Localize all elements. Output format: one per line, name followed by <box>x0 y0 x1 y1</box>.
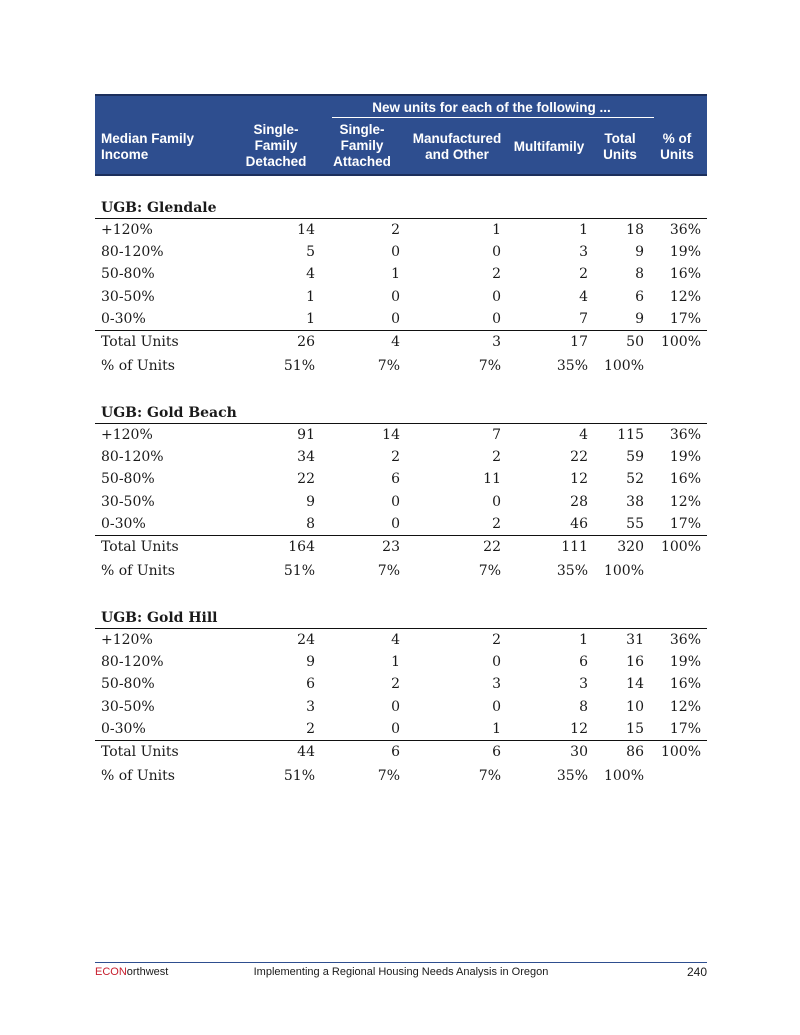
cell-single-family-detached: 5 <box>306 244 315 261</box>
table-section <box>95 404 707 589</box>
cell-single-family-attached: 0 <box>391 720 400 737</box>
cell-income-label: % of Units <box>101 563 175 579</box>
cell-pct-of-units: 100% <box>660 744 701 760</box>
table-row <box>95 492 707 512</box>
cell-single-family-detached: 4 <box>306 266 315 283</box>
table-row <box>95 630 707 650</box>
cell-income-label: Total Units <box>101 744 179 760</box>
total-rule <box>95 330 707 331</box>
cell-manufactured-other: 3 <box>492 334 501 350</box>
section-top-rule <box>95 218 707 219</box>
cell-single-family-attached: 2 <box>391 676 400 693</box>
cell-pct-of-units: 36% <box>669 632 701 648</box>
cell-multifamily: 12 <box>570 471 588 488</box>
cell-income-label: Total Units <box>101 539 179 555</box>
cell-manufactured-other: 3 <box>492 676 501 693</box>
table-row <box>95 264 707 284</box>
cell-single-family-detached: 51% <box>283 358 315 374</box>
cell-income-label: 80-120% <box>101 449 164 466</box>
cell-multifamily: 4 <box>579 288 588 305</box>
cell-single-family-detached: 9 <box>306 493 315 510</box>
cell-single-family-detached: 164 <box>288 539 315 555</box>
cell-single-family-detached: 22 <box>297 471 315 488</box>
table-row <box>95 652 707 672</box>
cell-pct-of-units: 16% <box>669 266 701 283</box>
cell-manufactured-other: 6 <box>492 744 501 760</box>
cell-single-family-detached: 44 <box>297 744 315 760</box>
header-total-units: Total Units <box>603 131 637 162</box>
cell-multifamily: 1 <box>579 632 588 648</box>
pct-of-units-row <box>95 356 707 376</box>
cell-multifamily: 30 <box>570 744 588 760</box>
header-single-family-attached: Single- Family Attached <box>333 122 391 169</box>
header-manufactured-and-other: Manufactured and Other <box>412 131 502 162</box>
cell-manufactured-other: 1 <box>492 222 501 238</box>
section-title: UGB: Gold Hill <box>101 610 218 626</box>
cell-single-family-attached: 0 <box>391 698 400 715</box>
cell-multifamily: 4 <box>579 427 588 443</box>
cell-single-family-detached: 34 <box>297 449 315 466</box>
cell-single-family-detached: 9 <box>306 654 315 671</box>
cell-total-units: 100% <box>603 768 644 784</box>
cell-income-label: +120% <box>101 222 153 238</box>
cell-single-family-attached: 0 <box>391 515 400 532</box>
cell-multifamily: 2 <box>579 266 588 283</box>
cell-single-family-attached: 7% <box>377 358 400 374</box>
cell-manufactured-other: 11 <box>483 471 501 488</box>
cell-multifamily: 28 <box>570 493 588 510</box>
cell-pct-of-units: 16% <box>669 471 701 488</box>
cell-single-family-detached: 91 <box>297 427 315 443</box>
cell-income-label: +120% <box>101 632 153 648</box>
cell-manufactured-other: 0 <box>492 244 501 261</box>
table-row <box>95 447 707 467</box>
cell-pct-of-units: 12% <box>669 698 701 715</box>
cell-single-family-attached: 7% <box>377 563 400 579</box>
cell-pct-of-units: 19% <box>669 449 701 466</box>
footer-rule <box>95 962 707 963</box>
table-section <box>95 609 707 794</box>
section-top-rule <box>95 423 707 424</box>
cell-single-family-attached: 6 <box>391 744 400 760</box>
cell-manufactured-other: 7% <box>478 768 501 784</box>
pct-of-units-row <box>95 766 707 786</box>
cell-total-units: 86 <box>626 744 644 760</box>
cell-manufactured-other: 0 <box>492 698 501 715</box>
cell-manufactured-other: 7% <box>478 563 501 579</box>
cell-pct-of-units: 100% <box>660 334 701 350</box>
cell-total-units: 100% <box>603 563 644 579</box>
header-span-label: New units for each of the following ... <box>372 100 611 115</box>
cell-single-family-attached: 2 <box>391 449 400 466</box>
cell-pct-of-units: 19% <box>669 654 701 671</box>
table-row <box>95 242 707 262</box>
cell-multifamily: 17 <box>570 334 588 350</box>
cell-income-label: 50-80% <box>101 471 155 488</box>
section-title: UGB: Glendale <box>101 200 217 216</box>
cell-manufactured-other: 0 <box>492 310 501 327</box>
cell-total-units: 6 <box>635 288 644 305</box>
cell-total-units: 320 <box>617 539 644 555</box>
cell-total-units: 59 <box>626 449 644 466</box>
cell-income-label: % of Units <box>101 768 175 784</box>
section-top-rule <box>95 628 707 629</box>
table-row <box>95 425 707 445</box>
cell-total-units: 115 <box>617 427 644 443</box>
cell-single-family-detached: 51% <box>283 768 315 784</box>
cell-single-family-detached: 1 <box>306 288 315 305</box>
cell-single-family-attached: 1 <box>391 654 400 671</box>
cell-single-family-detached: 51% <box>283 563 315 579</box>
cell-pct-of-units: 12% <box>669 288 701 305</box>
cell-income-label: 0-30% <box>101 720 146 737</box>
cell-multifamily: 12 <box>570 720 588 737</box>
table-header <box>95 94 707 176</box>
cell-multifamily: 1 <box>579 222 588 238</box>
cell-single-family-detached: 8 <box>306 515 315 532</box>
cell-pct-of-units: 12% <box>669 493 701 510</box>
table-row <box>95 697 707 717</box>
cell-pct-of-units: 36% <box>669 222 701 238</box>
table-row <box>95 719 707 739</box>
table-row <box>95 514 707 534</box>
cell-manufactured-other: 0 <box>492 493 501 510</box>
cell-total-units: 52 <box>626 471 644 488</box>
table-row <box>95 220 707 240</box>
cell-single-family-detached: 24 <box>297 632 315 648</box>
cell-income-label: 30-50% <box>101 698 155 715</box>
cell-total-units: 50 <box>626 334 644 350</box>
cell-total-units: 38 <box>626 493 644 510</box>
cell-total-units: 10 <box>626 698 644 715</box>
total-units-row <box>95 742 707 762</box>
cell-multifamily: 35% <box>556 358 588 374</box>
cell-single-family-attached: 14 <box>382 427 400 443</box>
cell-multifamily: 8 <box>579 698 588 715</box>
cell-income-label: 0-30% <box>101 310 146 327</box>
cell-pct-of-units: 36% <box>669 427 701 443</box>
cell-income-label: 50-80% <box>101 676 155 693</box>
cell-pct-of-units: 17% <box>669 310 701 327</box>
cell-single-family-attached: 4 <box>391 632 400 648</box>
table-row <box>95 469 707 489</box>
cell-manufactured-other: 7 <box>492 427 501 443</box>
cell-income-label: 50-80% <box>101 266 155 283</box>
cell-total-units: 16 <box>626 654 644 671</box>
cell-total-units: 14 <box>626 676 644 693</box>
cell-manufactured-other: 2 <box>492 266 501 283</box>
cell-multifamily: 35% <box>556 563 588 579</box>
cell-income-label: +120% <box>101 427 153 443</box>
pct-of-units-row <box>95 561 707 581</box>
cell-total-units: 15 <box>626 720 644 737</box>
cell-manufactured-other: 0 <box>492 288 501 305</box>
cell-single-family-attached: 1 <box>391 266 400 283</box>
cell-multifamily: 22 <box>570 449 588 466</box>
cell-multifamily: 3 <box>579 676 588 693</box>
cell-total-units: 8 <box>635 266 644 283</box>
cell-single-family-detached: 6 <box>306 676 315 693</box>
econorthwest-logo: ECONorthwest <box>95 966 169 978</box>
cell-single-family-attached: 0 <box>391 244 400 261</box>
cell-single-family-attached: 0 <box>391 493 400 510</box>
cell-manufactured-other: 2 <box>492 449 501 466</box>
cell-single-family-detached: 1 <box>306 310 315 327</box>
cell-pct-of-units: 16% <box>669 676 701 693</box>
total-rule <box>95 740 707 741</box>
cell-pct-of-units: 17% <box>669 515 701 532</box>
total-units-row <box>95 537 707 557</box>
cell-total-units: 9 <box>635 310 644 327</box>
cell-total-units: 18 <box>626 222 644 238</box>
cell-total-units: 31 <box>626 632 644 648</box>
cell-single-family-attached: 0 <box>391 288 400 305</box>
total-rule <box>95 535 707 536</box>
cell-income-label: 0-30% <box>101 515 146 532</box>
cell-income-label: % of Units <box>101 358 175 374</box>
cell-single-family-attached: 2 <box>391 222 400 238</box>
header-pct-of-units: % of Units <box>660 131 694 162</box>
cell-income-label: Total Units <box>101 334 179 350</box>
header-single-family-detached: Single- Family Detached <box>245 122 307 169</box>
cell-single-family-detached: 3 <box>306 698 315 715</box>
cell-multifamily: 7 <box>579 310 588 327</box>
cell-income-label: 30-50% <box>101 288 155 305</box>
cell-pct-of-units: 100% <box>660 539 701 555</box>
cell-manufactured-other: 22 <box>483 539 501 555</box>
section-title: UGB: Gold Beach <box>101 405 237 421</box>
header-median-family-income: Median Family Income <box>101 131 195 162</box>
cell-manufactured-other: 2 <box>492 515 501 532</box>
cell-income-label: 80-120% <box>101 654 164 671</box>
cell-manufactured-other: 0 <box>492 654 501 671</box>
cell-multifamily: 6 <box>579 654 588 671</box>
cell-single-family-detached: 26 <box>297 334 315 350</box>
header-span-rule <box>332 117 654 118</box>
footer-title: Implementing a Regional Housing Needs Analysis in Oregon <box>253 966 549 978</box>
page-number: 240 <box>686 965 707 979</box>
cell-single-family-attached: 4 <box>391 334 400 350</box>
cell-manufactured-other: 2 <box>492 632 501 648</box>
cell-total-units: 100% <box>603 358 644 374</box>
cell-multifamily: 46 <box>570 515 588 532</box>
cell-income-label: 80-120% <box>101 244 164 261</box>
cell-total-units: 9 <box>635 244 644 261</box>
cell-single-family-attached: 7% <box>377 768 400 784</box>
cell-single-family-attached: 23 <box>382 539 400 555</box>
table-row <box>95 309 707 329</box>
cell-pct-of-units: 17% <box>669 720 701 737</box>
cell-single-family-attached: 6 <box>391 471 400 488</box>
table-row <box>95 674 707 694</box>
header-multifamily: Multifamily <box>513 139 585 154</box>
cell-multifamily: 111 <box>561 539 588 555</box>
table-section <box>95 199 707 384</box>
cell-total-units: 55 <box>626 515 644 532</box>
cell-single-family-detached: 2 <box>306 720 315 737</box>
table-row <box>95 287 707 307</box>
cell-single-family-detached: 14 <box>297 222 315 238</box>
cell-single-family-attached: 0 <box>391 310 400 327</box>
total-units-row <box>95 332 707 352</box>
cell-multifamily: 35% <box>556 768 588 784</box>
cell-income-label: 30-50% <box>101 493 155 510</box>
cell-pct-of-units: 19% <box>669 244 701 261</box>
cell-manufactured-other: 1 <box>492 720 501 737</box>
cell-manufactured-other: 7% <box>478 358 501 374</box>
cell-multifamily: 3 <box>579 244 588 261</box>
